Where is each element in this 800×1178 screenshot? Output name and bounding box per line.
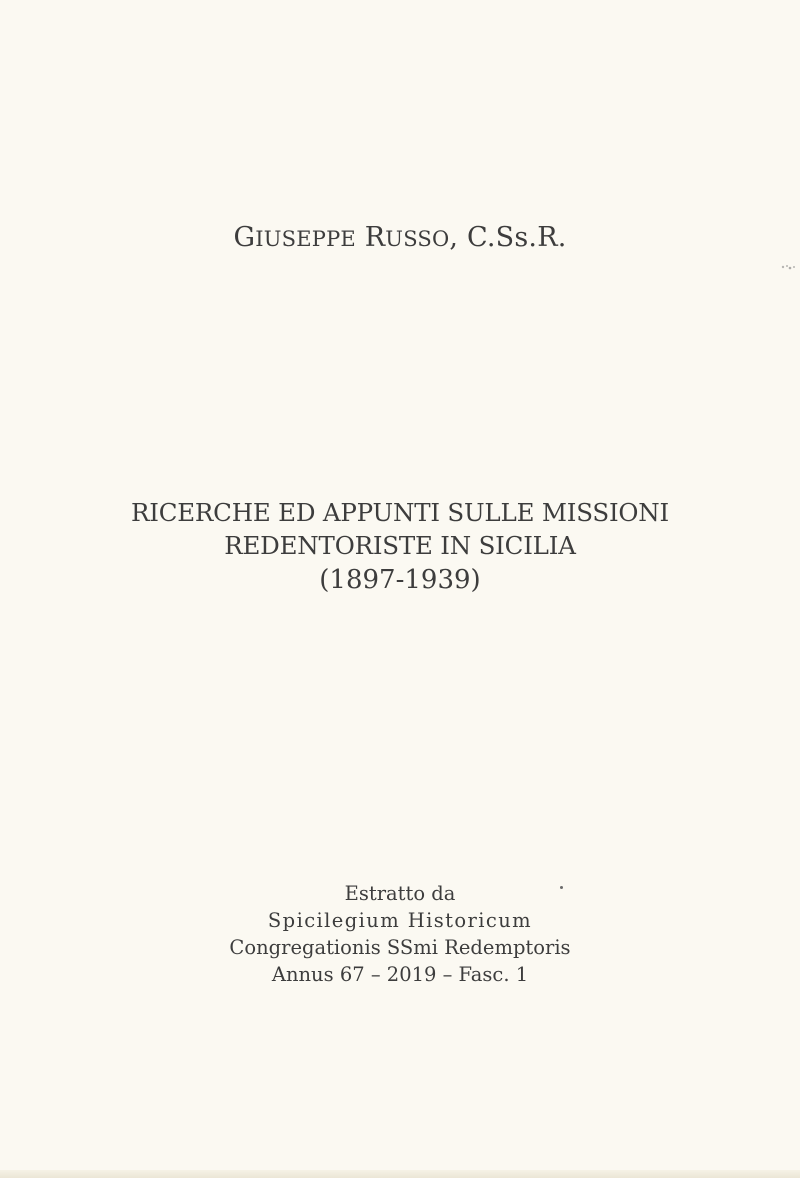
page-bottom-edge — [0, 1170, 800, 1178]
document-title — [0, 496, 800, 598]
extract-line-1: Estratto da — [344, 882, 456, 905]
author-last-initial: R — [364, 222, 386, 253]
extract-info — [0, 880, 800, 988]
title-years: (1897-1939) — [319, 565, 481, 595]
extract-line-2: Spicilegium Historicum — [267, 909, 533, 932]
extract-line-4: Annus 67 – 2019 – Fasc. 1 — [271, 963, 529, 986]
title-line-2: REDENTORISTE IN SICILIA — [224, 531, 576, 560]
paper-stain — [780, 262, 798, 272]
title-line-1: RICERCHE ED APPUNTI SULLE MISSIONI — [130, 498, 670, 527]
author-first-rest: IUSEPPE — [255, 227, 356, 251]
author-name — [0, 222, 800, 253]
paper-speck — [560, 886, 563, 889]
author-last-rest: USSO — [385, 227, 450, 251]
author-first-initial: G — [233, 222, 256, 253]
extract-line-3: Congregationis SSmi Redemptoris — [229, 936, 571, 959]
author-suffix: , C.Ss.R. — [449, 222, 567, 253]
